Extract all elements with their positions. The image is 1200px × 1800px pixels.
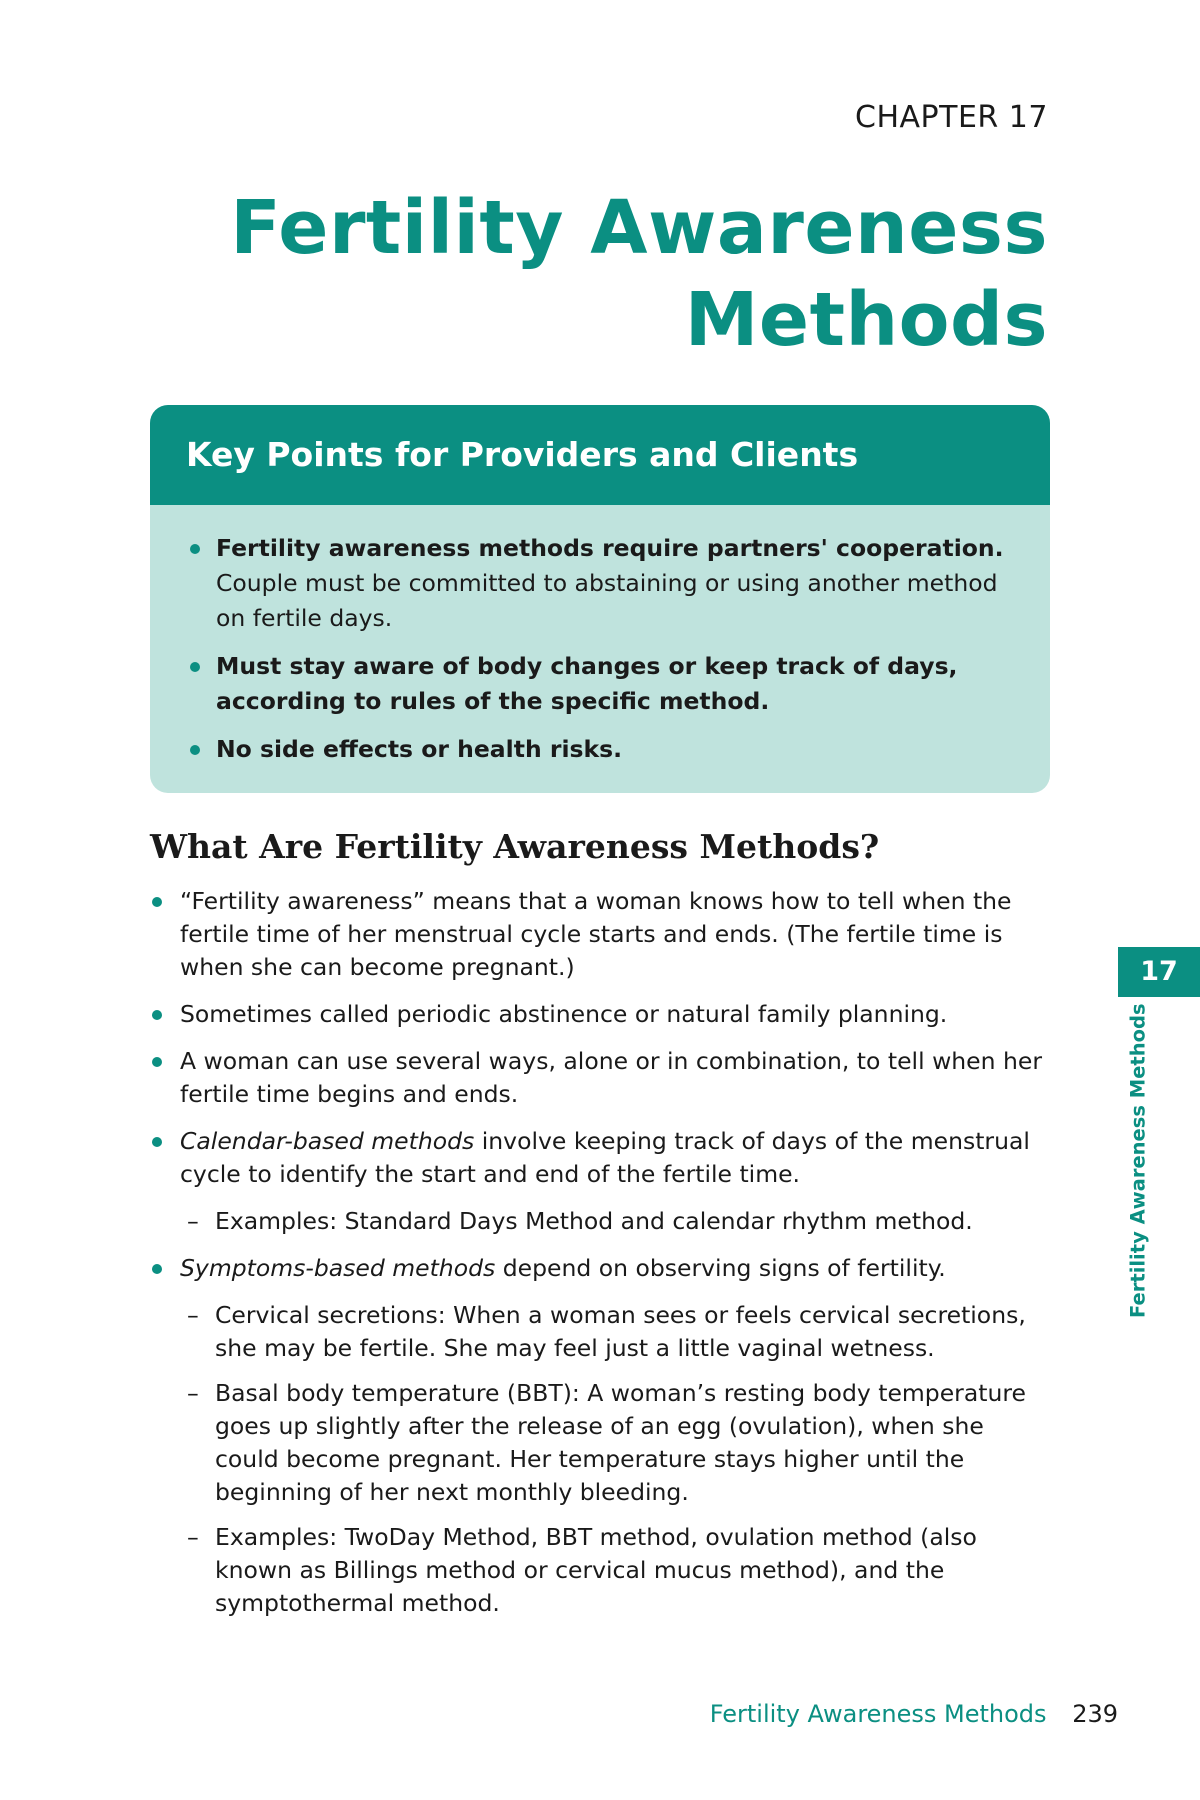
bullet-icon — [190, 745, 200, 755]
body-list — [150, 885, 1050, 1634]
bullet-icon — [190, 662, 200, 672]
key-point-item — [184, 649, 1010, 719]
sub-list-item-text: Basal body temperature (BBT): A woman’s resting body temperature goes up slightly after the release of an egg (ovulation), when she could become pregnant. Her temperature stays higher until the beginning of her next monthly bleeding. — [215, 1379, 1026, 1506]
page-title-line1: Fertility Awareness — [230, 185, 1048, 271]
list-item-text: depend on observing signs of fertility. — [495, 1254, 946, 1282]
sub-list — [180, 1205, 1050, 1238]
key-point-bold: Must stay aware of body changes or keep track of days, according to rules of the specific method. — [216, 652, 958, 715]
sub-list-item-text: Examples: Standard Days Method and calendar rhythm method. — [215, 1207, 973, 1235]
sub-list-item-text: Examples: TwoDay Method, BBT method, ovulation method (also known as Billings method or cervical mucus method), and the symptothermal method. — [215, 1523, 977, 1617]
section-heading: What Are Fertility Awareness Methods? — [150, 827, 880, 866]
key-point-bold: No side effects or health risks. — [216, 735, 623, 763]
list-item-italic: Calendar-based methods — [180, 1127, 475, 1155]
key-points-list — [150, 505, 1050, 767]
sub-list-item — [180, 1521, 1050, 1620]
key-point-item — [184, 732, 1010, 767]
page-title-line2: Methods — [684, 277, 1048, 363]
footer-title: Fertility Awareness Methods — [709, 1700, 1047, 1728]
dash-marker: – — [187, 1379, 199, 1407]
bullet-icon — [190, 544, 200, 554]
list-item — [150, 1125, 1050, 1238]
key-points-box — [150, 405, 1050, 793]
bullet-icon — [152, 1010, 162, 1020]
list-item-italic: Symptoms-based methods — [180, 1254, 496, 1282]
list-item-text: “Fertility awareness” means that a woman knows how to tell when the fertile time of her menstrual cycle starts and ends. (The fertile time is when she can become pregnant.) — [180, 887, 1012, 981]
bullet-icon — [152, 1264, 162, 1274]
dash-marker: – — [187, 1523, 199, 1551]
list-item — [150, 1045, 1050, 1111]
sub-list-item — [180, 1205, 1050, 1238]
chapter-tab: 17 — [1118, 947, 1200, 997]
page-number: 239 — [1072, 1700, 1118, 1728]
bullet-icon — [152, 1057, 162, 1067]
list-item-text: involve keeping track of days of the menstrual cycle to identify the start and end of the fertile time. — [180, 1127, 1030, 1188]
bullet-icon — [152, 1137, 162, 1147]
sub-list-item — [180, 1299, 1050, 1365]
list-item — [150, 885, 1050, 984]
chapter-label: CHAPTER 17 — [855, 100, 1048, 135]
list-item-text: Sometimes called periodic abstinence or natural family planning. — [180, 1000, 948, 1028]
key-point-item — [184, 531, 1010, 636]
bullet-icon — [152, 897, 162, 907]
page-title — [230, 182, 1048, 366]
list-item — [150, 1252, 1050, 1620]
sub-list-item — [180, 1377, 1050, 1509]
sub-list-item-text: Cervical secretions: When a woman sees or feels cervical secretions, she may be fertile. She may feel just a little vaginal wetness. — [215, 1301, 1026, 1362]
list-item-text: A woman can use several ways, alone or in combination, to tell when her fertile time begins and ends. — [180, 1047, 1043, 1108]
key-points-header: Key Points for Providers and Clients — [150, 405, 1050, 505]
page-footer — [710, 1700, 1118, 1728]
dash-marker: – — [187, 1207, 199, 1235]
key-point-bold: Fertility awareness methods require partners' cooperation. — [216, 534, 1004, 562]
sub-list — [180, 1299, 1050, 1620]
list-item — [150, 998, 1050, 1031]
key-point-text: Couple must be committed to abstaining or using another method on fertile days. — [216, 569, 998, 632]
dash-marker: – — [187, 1301, 199, 1329]
chapter-side-label: Fertility Awareness Methods — [1126, 1003, 1150, 1318]
